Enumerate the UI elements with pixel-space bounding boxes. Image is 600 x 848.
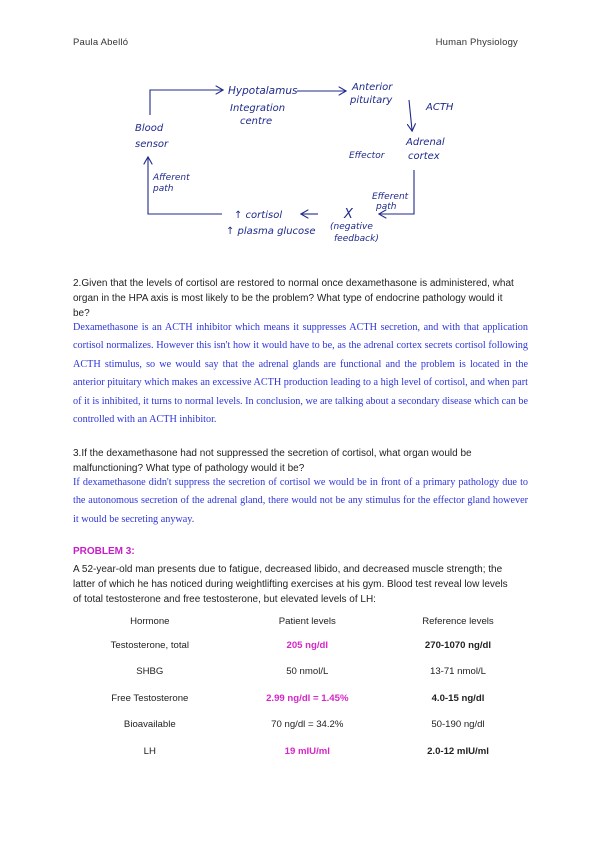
table-row [73,659,528,686]
label-sensor: sensor [135,139,169,150]
table-header-row [73,610,528,632]
problem-3-line: of total testosterone and free testosterone, but elevated levels of LH: [73,594,376,605]
col-header-hormone: Hormone [130,615,170,627]
label-effector: Effector [349,151,385,161]
cell-reference: 4.0-15 ng/dl [431,692,485,704]
cell-reference: 270-1070 ng/dl [424,639,492,651]
question-2-line: 2.Given that the levels of cortisol are restored to normal once dexamethasone is administered, what [73,278,514,289]
label-integration: Integration [230,103,286,114]
hpa-axis-diagram [0,0,600,260]
question-3-line: malfunctioning? What type of pathology would it be? [73,463,305,474]
cell-hormone: SHBG [136,666,164,678]
cell-patient: 205 ng/dl [286,639,329,651]
arrow-to-hypothalamus [150,90,222,115]
label-pituitary: pituitary [350,95,393,106]
cell-patient: 70 ng/dl = 34.2% [271,719,344,731]
col-header-patient: Patient levels [278,615,336,627]
cell-patient: 2.99 ng/dl = 1.45% [266,692,349,704]
label-anterior: Anterior [352,82,393,93]
cell-reference: 2.0-12 mIU/ml [427,745,489,757]
cell-hormone: Testosterone, total [110,639,189,651]
label-efferent: Efferent [372,192,409,202]
table-row [73,738,528,765]
question-3 [73,446,528,476]
problem-3-title: PROBLEM 3: [73,546,135,557]
label-acth: ACTH [426,102,454,113]
question-2-line: be? [73,308,90,319]
hormone-table [73,610,528,765]
table-row [73,712,528,739]
question-3-line: 3.If the dexamethasone had not suppressed the secretion of cortisol, what organ would be [73,448,472,459]
label-afferent-path: path [153,184,174,194]
table-row [73,685,528,712]
label-efferent-path: path [376,202,397,212]
cell-hormone: LH [143,745,156,757]
table-row [73,632,528,659]
label-cortisol: ↑ cortisol [234,210,283,221]
header-course: Human Physiology [435,37,518,48]
header-author: Paula Abelló [73,37,129,48]
cell-patient: 50 nmol/L [286,666,329,678]
problem-3-line: A 52-year-old man presents due to fatigue, decreased libido, and decreased muscle strength; the [73,564,503,575]
question-2-line: organ in the HPA axis is most likely to be the problem? What type of endocrine pathology would it [73,293,503,304]
label-blood: Blood [135,123,164,134]
arrow-acth [409,100,412,130]
cell-hormone: Free Testosterone [111,692,189,704]
label-cortex: cortex [408,151,440,162]
label-plasma-glucose: ↑ plasma glucose [226,226,316,237]
cell-patient: 19 mIU/ml [284,745,330,757]
label-negative: (negative [330,222,373,232]
problem-3-line: latter of which he has noticed during weightlifting exercises at his gym. Blood test reveal low levels [73,579,508,590]
cell-reference: 50-190 ng/dl [431,719,485,731]
negative-feedback-cross: X [344,207,353,222]
problem-3-text [73,562,528,607]
label-feedback: feedback) [334,234,379,244]
question-2 [73,276,528,321]
col-header-reference: Reference levels [422,615,494,627]
answer-3: If dexamethasone didn't suppress the secretion of cortisol we would be in front of a primary pathology due to the autonomous secretion of the adrenal gland, there would not be any stimulus for the effector gland however it would be secreting anyway. [73,477,528,525]
label-afferent: Afferent [153,173,190,183]
label-adrenal: Adrenal [406,137,445,148]
cell-reference: 13-71 nmol/L [429,666,486,678]
label-centre: centre [240,116,273,127]
answer-2: Dexamethasone is an ACTH inhibitor which means it suppresses ACTH secretion, and with that application cortisol normalizes. However this isn't how it would have to be, as the adrenal cortex secrets cortisol following ACTH stimulus, so we would say that the adrenal glands are functional and the problem is located in the anterior pituitary which makes an excessive ACTH production leading to a high level of cortisol, and when part of it is inhibited, it turns to normal levels. In conclusion, we are talking about a secondary disease which can be controlled with an ACTH inhibitor. [73,322,528,426]
label-hypothalamus: Hypotalamus [228,85,298,97]
cell-hormone: Bioavailable [123,719,176,731]
